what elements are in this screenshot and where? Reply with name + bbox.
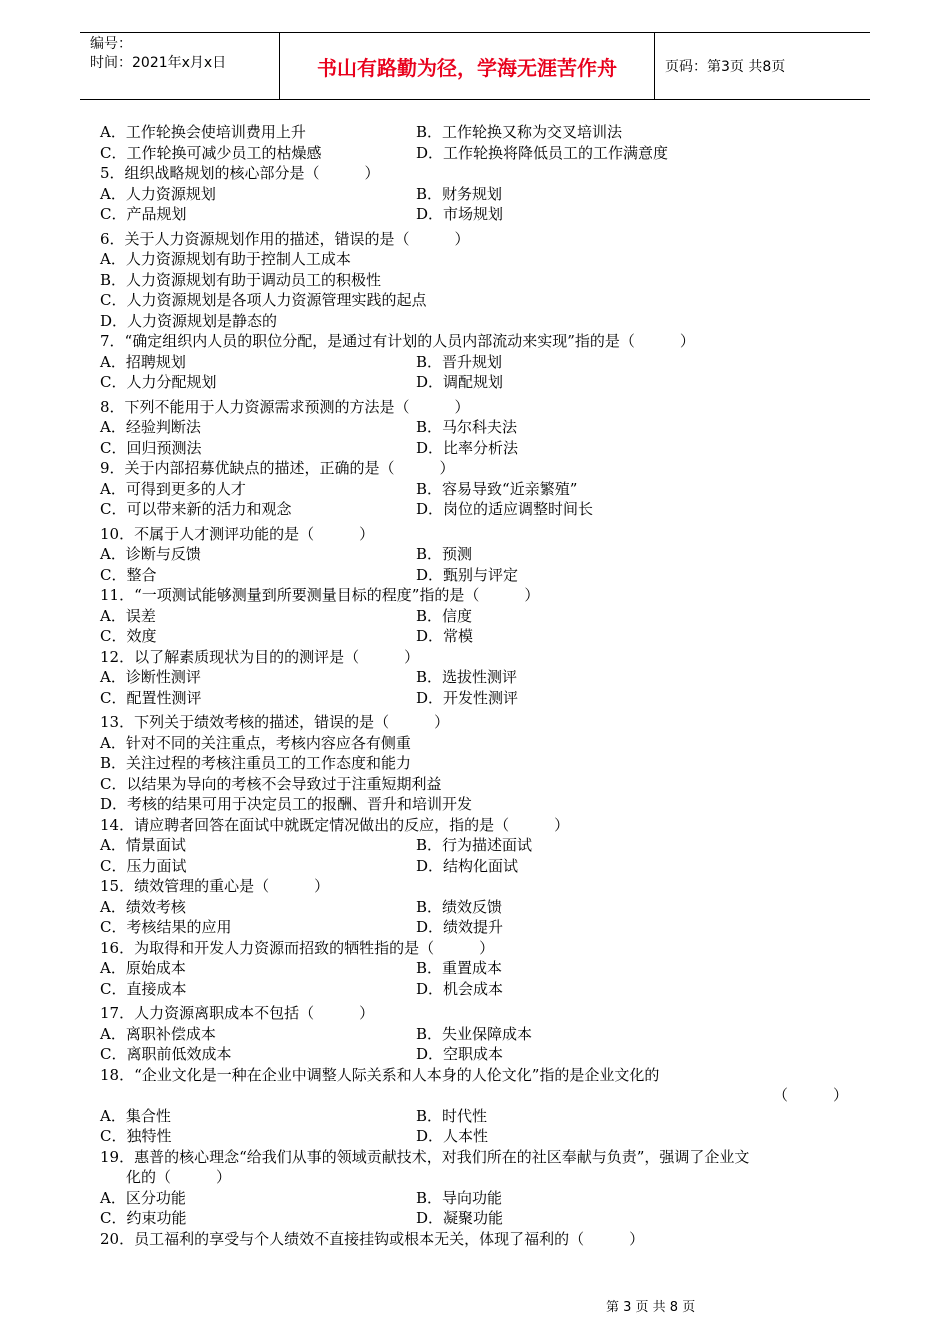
question-line <box>100 733 860 754</box>
option-row <box>100 122 860 143</box>
question-text: 17．人力资源离职成本不包括（ ） <box>100 1004 375 1022</box>
option-right: B．时代性 <box>416 1106 488 1125</box>
question-line <box>100 290 860 311</box>
question-text: 6．关于人力资源规划作用的描述，错误的是（ ） <box>100 229 470 248</box>
option-left: A．诊断与反馈 <box>100 545 201 563</box>
question-text: B．人力资源规划有助于调动员工的积极性 <box>100 270 382 289</box>
answer-bracket: （ ） <box>772 1086 848 1104</box>
question-line <box>100 999 860 1024</box>
option-right: D．空职成本 <box>416 1045 504 1063</box>
option-left: A．诊断性测评 <box>100 668 201 686</box>
question-list <box>100 122 860 1249</box>
option-left: C．工作轮换可减少员工的枯燥感 <box>100 143 322 162</box>
option-right: D．甄别与评定 <box>416 565 519 584</box>
option-right: D．结构化面试 <box>416 856 519 875</box>
option-left: C．约束功能 <box>100 1209 187 1227</box>
option-row <box>100 143 860 164</box>
page-footer: 第 3 页 共 8 页 <box>606 1300 696 1315</box>
option-row <box>100 479 860 500</box>
option-left: C．配置性测评 <box>100 688 202 707</box>
question-text: D．考核的结果可用于决定员工的报酬、晋升和培训开发 <box>100 795 473 813</box>
option-right: B．容易导致“近亲繁殖” <box>416 479 578 498</box>
question-line <box>100 794 860 815</box>
option-row <box>100 184 860 205</box>
option-left: A．区分功能 <box>100 1188 186 1207</box>
question-text: 18．“企业文化是一种在企业中调整人际关系和人本身的人伦文化”指的是企业文化的 <box>100 1065 660 1084</box>
option-row <box>100 417 860 438</box>
option-left: C．人力分配规划 <box>100 373 217 391</box>
option-left: C．离职前低效成本 <box>100 1045 232 1063</box>
option-left: C．压力面试 <box>100 856 187 875</box>
option-row <box>100 856 860 877</box>
option-right: D．绩效提升 <box>416 918 504 936</box>
header-meta <box>80 33 280 99</box>
question-line <box>100 270 860 291</box>
question-text: 8．下列不能用于人力资源需求预测的方法是（ ） <box>100 397 470 416</box>
option-left: A．误差 <box>100 606 156 625</box>
question-line <box>100 1167 860 1188</box>
option-left: C．产品规划 <box>100 205 187 223</box>
option-right: B．信度 <box>416 606 473 625</box>
question-text: B．关注过程的考核注重员工的工作态度和能力 <box>100 754 412 772</box>
option-row <box>100 565 860 586</box>
question-text: 19．惠普的核心理念“给我们从事的领域贡献技术，对我们所在的社区奉献与负责”，强调了企业文 <box>100 1147 750 1166</box>
question-line <box>100 1147 860 1168</box>
option-right: D．机会成本 <box>416 979 504 998</box>
question-text: C．人力资源规划是各项人力资源管理实践的起点 <box>100 291 427 309</box>
question-line <box>100 647 860 668</box>
option-row <box>100 1044 860 1065</box>
question-text: 12．以了解素质现状为目的的测评是（ ） <box>100 647 420 666</box>
option-left: C．直接成本 <box>100 979 187 998</box>
question-line <box>100 311 860 332</box>
question-text: 13．下列关于绩效考核的描述，错误的是（ ） <box>100 713 450 731</box>
question-line <box>100 753 860 774</box>
question-line <box>100 876 860 897</box>
option-right: B．预测 <box>416 545 473 563</box>
option-right: B．选拔性测评 <box>416 668 518 686</box>
question-line <box>100 225 860 250</box>
option-right: D．工作轮换将降低员工的工作满意度 <box>416 143 669 162</box>
question-text: C．以结果为导向的考核不会导致过于注重短期利益 <box>100 774 442 793</box>
option-right: B．财务规划 <box>416 184 503 203</box>
option-right: D．人本性 <box>416 1127 489 1145</box>
option-row <box>100 1126 860 1147</box>
option-row <box>100 626 860 647</box>
option-row <box>100 688 860 709</box>
question-text: 9．关于内部招募优缺点的描述，正确的是（ ） <box>100 459 455 477</box>
option-right: B．失业保障成本 <box>416 1024 533 1043</box>
question-text: 14．请应聘者回答在面试中就既定情况做出的反应，指的是（ ） <box>100 815 570 834</box>
option-right: B．马尔科夫法 <box>416 418 518 436</box>
question-text: 20．员工福利的享受与个人绩效不直接挂钩或根本无关，体现了福利的（ ） <box>100 1229 645 1248</box>
question-line <box>100 163 860 184</box>
option-right: D．开发性测评 <box>416 688 519 707</box>
option-right: D．比率分析法 <box>416 438 519 457</box>
option-right: B．重置成本 <box>416 959 503 977</box>
option-left: A．工作轮换会使培训费用上升 <box>100 123 306 141</box>
question-text: 10．不属于人才测评功能的是（ ） <box>100 524 375 543</box>
option-row <box>100 1024 860 1045</box>
option-left: C．考核结果的应用 <box>100 918 232 936</box>
option-right: B．工作轮换又称为交叉培训法 <box>416 123 623 141</box>
option-row <box>100 204 860 225</box>
header-motto: 书山有路勤为径，学海无涯苦作舟 <box>280 33 655 99</box>
option-left: C．可以带来新的活力和观念 <box>100 500 292 518</box>
question-line <box>100 774 860 795</box>
option-left: C．独特性 <box>100 1127 172 1145</box>
question-text: 5．组织战略规划的核心部分是（ ） <box>100 164 380 182</box>
option-row <box>100 979 860 1000</box>
option-row <box>100 372 860 393</box>
question-line <box>100 249 860 270</box>
option-left: A．离职补偿成本 <box>100 1024 216 1043</box>
number-label: 编号： <box>90 36 132 52</box>
question-line <box>100 815 860 836</box>
question-line <box>100 520 860 545</box>
option-right: D．常模 <box>416 627 474 645</box>
option-right: D．凝聚功能 <box>416 1209 504 1227</box>
question-line <box>100 708 860 733</box>
question-line <box>100 393 860 418</box>
option-row <box>100 958 860 979</box>
option-row <box>100 499 860 520</box>
option-left: A．集合性 <box>100 1106 171 1125</box>
option-right: B．导向功能 <box>416 1188 503 1207</box>
question-text: A．针对不同的关注重点，考核内容应各有侧重 <box>100 733 411 752</box>
option-left: A．人力资源规划 <box>100 184 216 203</box>
option-row <box>100 438 860 459</box>
option-row <box>100 667 860 688</box>
question-line <box>100 585 860 606</box>
option-row <box>100 606 860 627</box>
question-text: A．人力资源规划有助于控制人工成本 <box>100 250 351 268</box>
option-left: A．原始成本 <box>100 959 186 977</box>
option-left: A．招聘规划 <box>100 352 186 371</box>
option-right: D．市场规划 <box>416 205 504 223</box>
option-left: C．整合 <box>100 565 157 584</box>
page-header <box>80 32 870 100</box>
option-left: A．绩效考核 <box>100 897 186 916</box>
question-line <box>100 458 860 479</box>
option-row <box>100 1106 860 1127</box>
option-row <box>100 835 860 856</box>
question-line <box>100 331 860 352</box>
header-page-number: 页码：第3页 共8页 <box>665 59 786 75</box>
option-left: A．经验判断法 <box>100 418 201 436</box>
question-text: 7．“确定组织内人员的职位分配，是通过有计划的人员内部流动来实现”指的是（ ） <box>100 332 695 350</box>
answer-bracket-row <box>100 1085 860 1106</box>
option-row <box>100 897 860 918</box>
option-row <box>100 1208 860 1229</box>
question-line <box>100 1229 860 1250</box>
option-right: B．绩效反馈 <box>416 897 503 916</box>
question-line <box>100 938 860 959</box>
option-row <box>100 917 860 938</box>
option-right: D．调配规划 <box>416 373 504 391</box>
question-text: 15．绩效管理的重心是（ ） <box>100 877 330 895</box>
question-text: 化的（ ） <box>126 1168 232 1186</box>
option-row <box>100 544 860 565</box>
question-text: 16．为取得和开发人力资源而招致的牺牲指的是（ ） <box>100 938 495 957</box>
option-left: C．效度 <box>100 627 157 645</box>
option-row <box>100 352 860 373</box>
option-row <box>100 1188 860 1209</box>
question-text: D．人力资源规划是静态的 <box>100 311 278 330</box>
option-right: D．岗位的适应调整时间长 <box>416 500 594 518</box>
option-left: A．可得到更多的人才 <box>100 479 246 498</box>
time-label: 时间：2021年x月x日 <box>90 55 227 71</box>
option-left: C．回归预测法 <box>100 438 202 457</box>
option-right: B．晋升规划 <box>416 352 503 371</box>
option-right: B．行为描述面试 <box>416 836 533 854</box>
option-left: A．情景面试 <box>100 836 186 854</box>
question-text: 11．“一项测试能够测量到所要测量目标的程度”指的是（ ） <box>100 586 540 604</box>
question-line <box>100 1065 860 1086</box>
